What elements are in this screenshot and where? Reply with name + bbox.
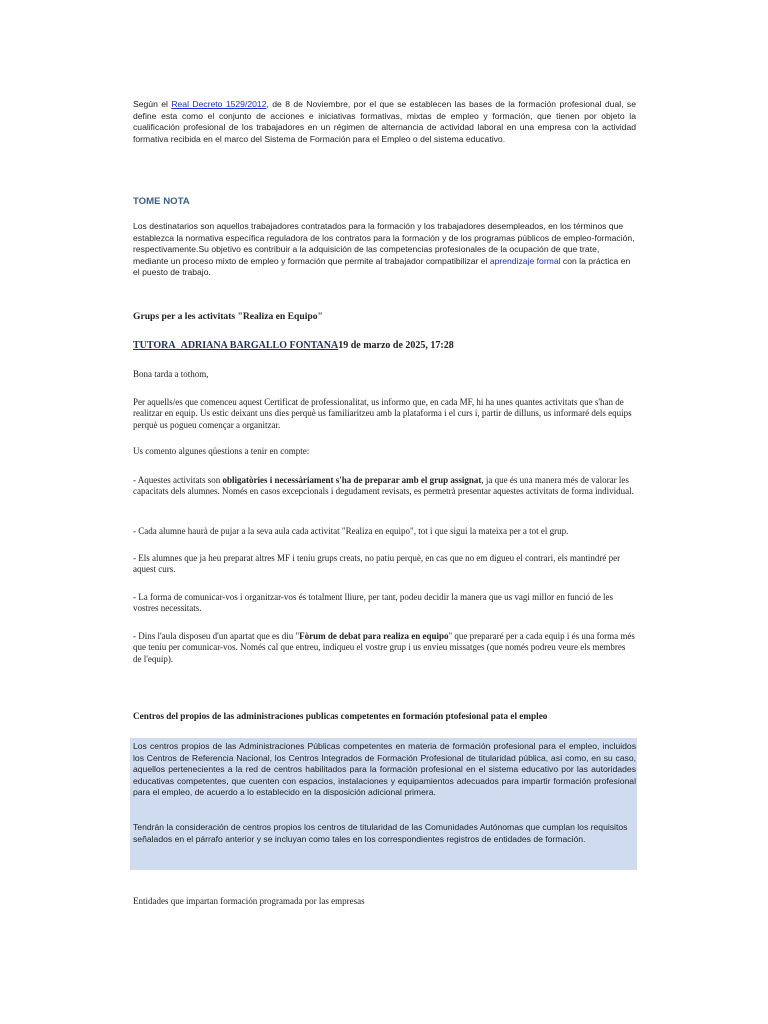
post-bullet-1 bbox=[133, 475, 636, 498]
entidades-heading: Entidades que impartan formación programada por las empresas bbox=[133, 896, 365, 906]
post-bullet-5 bbox=[133, 631, 636, 665]
author-link[interactable]: TUTORA_ADRIANA BARGALLO FONTANA bbox=[133, 340, 339, 351]
post-bullet-3: - Els alumnes que ja heu preparat altres MF i teniu grups creats, no patiu perquè, en cas que no em digueu el contrari, els mantindré per aquest curs. bbox=[133, 553, 621, 575]
bullet-5-bold: Fòrum de debat para realiza en equipo bbox=[299, 631, 449, 641]
post-bullet-2: - Cada alumne haurà de pujar a la seva aula cada activitat "Realiza en equipo", tot i que sigui la mateixa per a tot el grup. bbox=[133, 526, 569, 536]
post-paragraph-2: Us comento algunes qüestions a tenir en compte: bbox=[133, 446, 310, 456]
centros-heading: Centros del propios de las administraciones publicas competentes en formación ptofesional pata el empleo bbox=[133, 711, 548, 721]
aprendizaje-formal-link[interactable]: aprendizaje formal bbox=[489, 255, 561, 266]
bullet-1-end: , ja que és una manera més de valorar les capacitats dels alumnes. Només en casos excepcionals i degudament revisats, es permetrà presentar aquestes activitats de forma individual. bbox=[133, 475, 634, 497]
centros-paragraph-2: Tendrán la consideración de centros propios los centros de titularidad de las Comunidades Autónomas que cumplan los requisitos señalados en el párrafo anterior y se incluyan como tales en los correspondientes registros de entidades de formación. bbox=[133, 822, 628, 844]
post-title: Grups per a les activitats "Realiza en Equipo" bbox=[133, 311, 323, 322]
intro-text-end: , de 8 de Noviembre, por el que se establecen las bases de la formación profesional dual, se define esta como el conjunto de acciones e iniciativas formativas, mixtas de empleo y formación, que tienen por objeto la cualificación profesional de los trabajadores en un régimen de alternancia de actividad laboral en una empresa con la actividad formativa recibida en el marco del Sistema de Formación para el Empleo o del sistema educativo. bbox=[133, 99, 636, 144]
bullet-5-start: - Dins l'aula disposeu d'un apartat que es diu " bbox=[133, 631, 300, 641]
tome-nota-heading: TOME NOTA bbox=[133, 196, 190, 207]
intro-paragraph bbox=[133, 99, 636, 145]
post-date: 19 de marzo de 2025, 17:28 bbox=[338, 340, 454, 351]
intro-text-start: Según el bbox=[133, 99, 172, 109]
post-byline bbox=[133, 340, 636, 351]
bullet-1-bold: obligatòries i necessàriament s'ha de preparar amb el grup assignat bbox=[222, 475, 482, 485]
post-greeting: Bona tarda a tothom, bbox=[133, 369, 209, 379]
bullet-1-start: - Aquestes activitats son bbox=[133, 475, 223, 485]
bullet-5-end: " que prepararé per a cada equip i és una forma més que teniu per comunicar-vos. Només cal que entreu, indiqueu el vostre grup i us envieu missatges (que només podreu veure els membres de l'equip). bbox=[133, 631, 635, 664]
tome-nota-text-start: Los destinatarios son aquellos trabajadores contratados para la formación y los trabajadores desempleados, en los términos que establezca la normativa específica reguladora de los contratos para la formación y de los programas públicos de empleo-formación, respectivamente.Su objetivo es contribuir a la adquisición de las competencias profesionales de la ocupación de que trate, mediante un proceso mixto de empleo y formación que permite al trabajador compatibilizar el bbox=[133, 221, 635, 266]
real-decreto-link[interactable]: Real Decreto 1529/2012 bbox=[171, 99, 267, 109]
tome-nota-text-end: con la práctica en el puesto de trabajo. bbox=[133, 255, 631, 278]
centros-paragraph-1: Los centros propios de las Administraciones Públicas competentes en materia de formación profesional para el empleo, incluidos los Centros de Referencia Nacional, los Centros Integrados de Formación Profesional de titularidad pública, así como, en su caso, aquellos pertenecientes a la red de centros habilitados para la formación profesional en el sistema educativo por las autoridades educativas competentes, que cuenten con espacios, instalaciones y equipamientos adecuados para impartir formación profesional para el empleo, de acuerdo a lo establecido en la disposición adicional primera. bbox=[133, 741, 636, 798]
post-paragraph-1: Per aquells/es que comenceu aquest Certificat de professionalitat, us informo que, en cada MF, hi ha unes quantes activitats que s'han de realitzar en equip. Us estic deixant uns dies perquè us familiaritzeu amb la plataforma i el curs i, partir de dilluns, us informaré dels equips perquè us pogueu començar a organitzar. bbox=[133, 397, 632, 430]
tome-nota-paragraph bbox=[133, 221, 636, 279]
post-bullet-4: - La forma de comunicar-vos i organitzar-vos és totalment lliure, per tant, podeu decidir la manera que us vagi millor en funció de les vostres necessitats. bbox=[133, 592, 614, 614]
